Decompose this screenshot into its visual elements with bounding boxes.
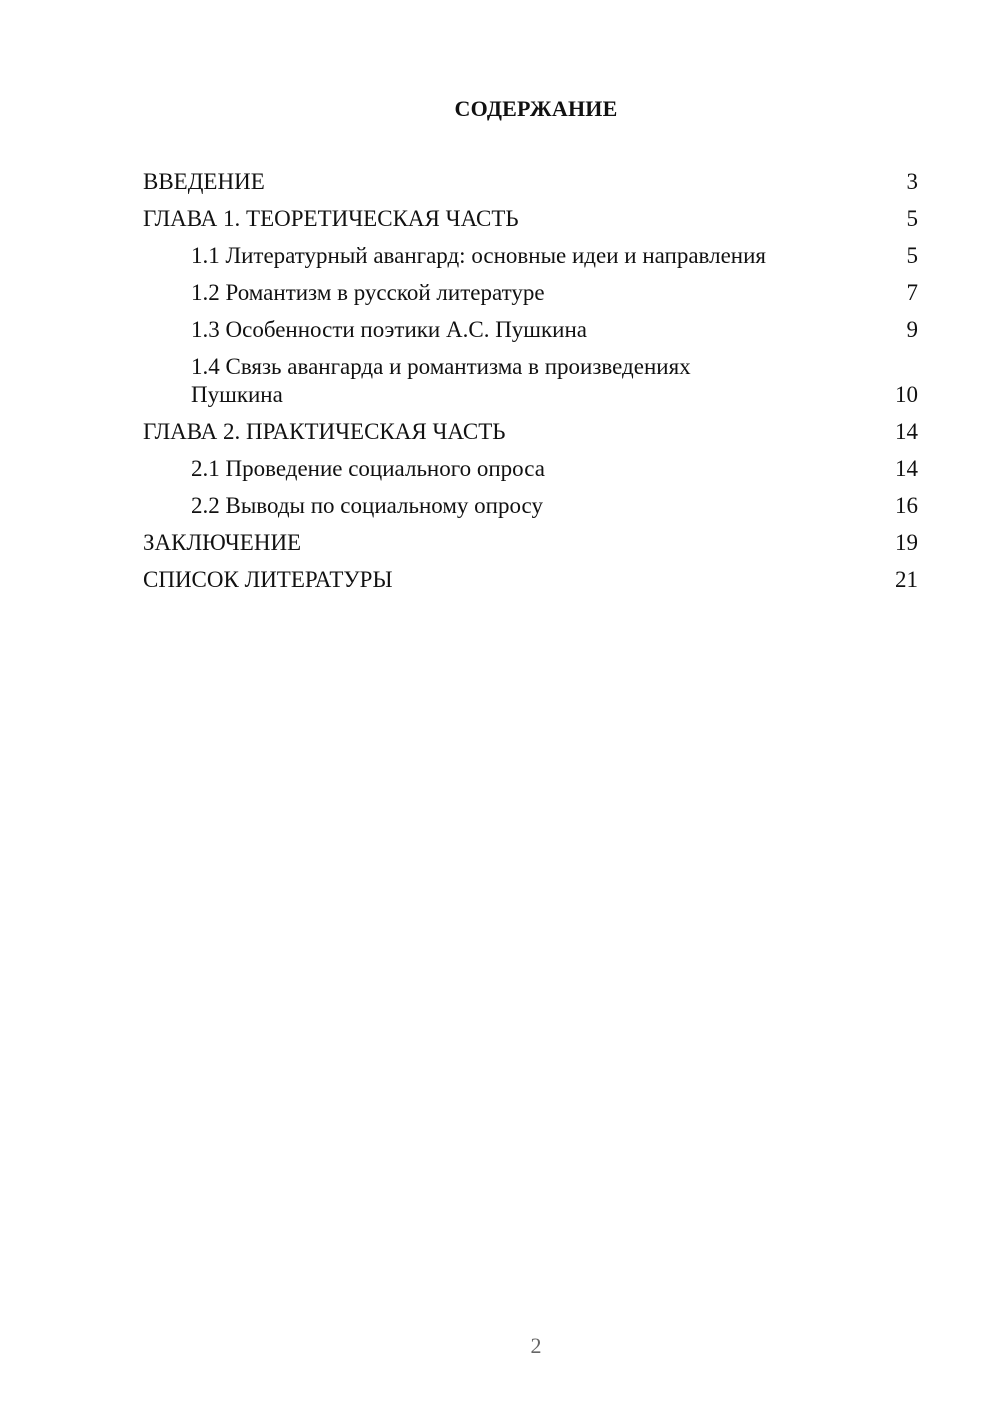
toc-entry-chapter-1[interactable] <box>143 205 918 233</box>
toc-entry-text: СПИСОК ЛИТЕРАТУРЫ <box>143 567 393 592</box>
toc-entry-section-1-4[interactable] <box>143 353 918 409</box>
toc-entry-text: 1.4 Связь авангарда и романтизма в произведениях Пушкина <box>191 354 691 407</box>
toc-entry-text: ВВЕДЕНИЕ <box>143 169 265 194</box>
toc-entry-bibliography[interactable] <box>143 566 918 594</box>
toc-entry-page: 14 <box>895 419 918 444</box>
toc-title: СОДЕРЖАНИЕ <box>454 96 618 121</box>
toc-entry-text: 1.1 Литературный авангард: основные идеи и направления <box>191 243 766 268</box>
toc-entry-page: 14 <box>895 456 918 481</box>
toc-entry-section-1-2[interactable] <box>143 279 918 307</box>
toc-entry-section-1-1[interactable] <box>143 242 918 270</box>
toc-entry-page: 5 <box>906 243 918 268</box>
page-number: 2 <box>530 1333 542 1358</box>
toc-entry-page: 19 <box>895 530 918 555</box>
toc-entry-text: ГЛАВА 1. ТЕОРЕТИЧЕСКАЯ ЧАСТЬ <box>143 206 519 231</box>
toc-entry-text: 2.2 Выводы по социальному опросу <box>191 493 543 518</box>
toc-entry-text: 1.3 Особенности поэтики А.С. Пушкина <box>191 317 588 342</box>
toc-entry-page: 5 <box>906 206 918 231</box>
toc-entry-text: 1.2 Романтизм в русской литературе <box>191 280 545 305</box>
toc-entry-page: 9 <box>906 317 918 342</box>
toc-entry-text: ГЛАВА 2. ПРАКТИЧЕСКАЯ ЧАСТЬ <box>143 419 506 444</box>
toc-entry-text: 2.1 Проведение социального опроса <box>191 456 545 481</box>
toc-entry-section-2-1[interactable] <box>143 455 918 483</box>
toc-entry-page: 10 <box>895 382 918 407</box>
toc-entry-page: 21 <box>895 567 918 592</box>
toc-entry-introduction[interactable] <box>143 168 918 196</box>
toc-entry-chapter-2[interactable] <box>143 418 918 446</box>
toc-entry-text: ЗАКЛЮЧЕНИЕ <box>143 530 302 555</box>
toc-entry-page: 7 <box>906 280 918 305</box>
table-of-contents <box>143 168 918 603</box>
toc-entry-page: 16 <box>895 493 918 518</box>
toc-entry-conclusion[interactable] <box>143 529 918 557</box>
toc-entry-section-1-3[interactable] <box>143 316 918 344</box>
toc-entry-page: 3 <box>906 169 918 194</box>
toc-entry-section-2-2[interactable] <box>143 492 918 520</box>
